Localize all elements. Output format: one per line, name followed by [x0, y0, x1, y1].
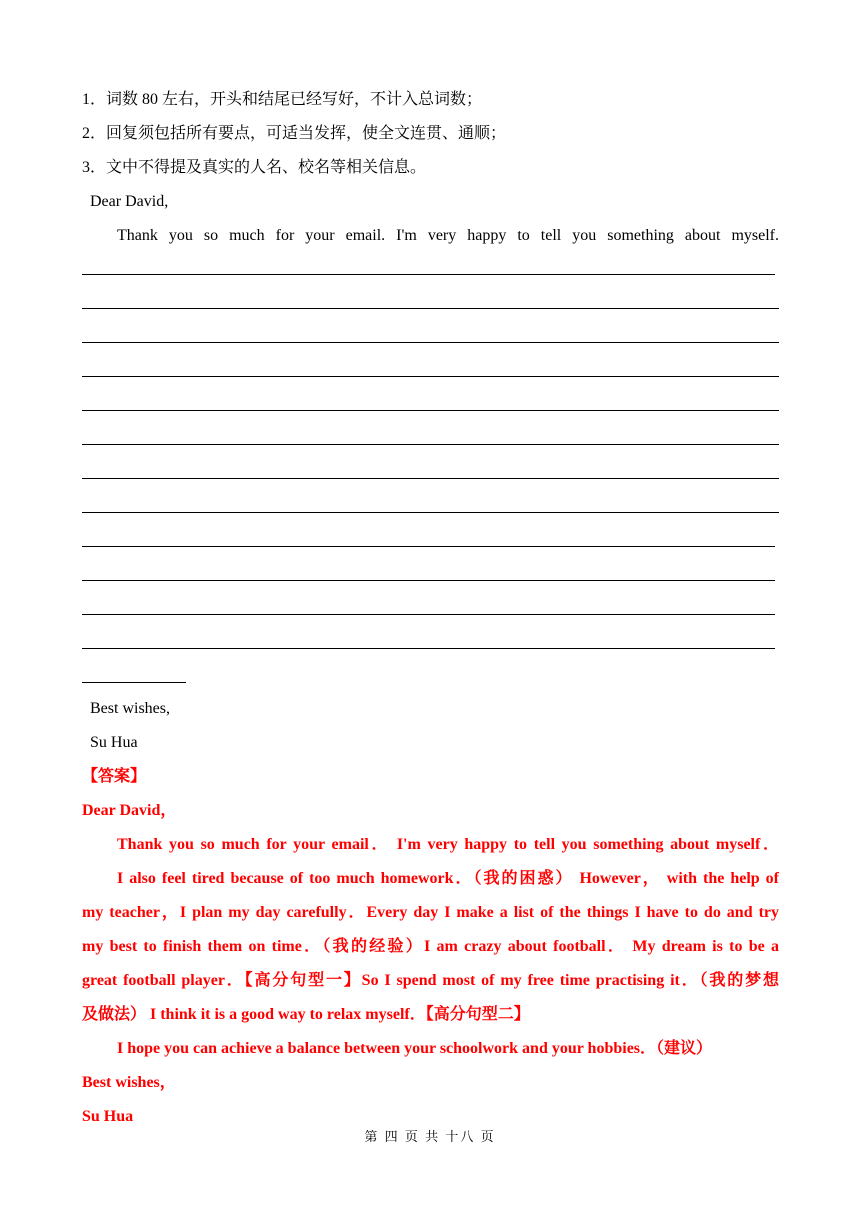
letter-signature: Su Hua	[90, 734, 138, 751]
writing-line	[82, 546, 775, 547]
answer-line: great football player．【高分句型一】So I spend most of my free time practising it．（我的梦想	[82, 972, 779, 989]
page-footer: 第 四 页 共 十八 页	[364, 1129, 496, 1144]
writing-line	[82, 580, 775, 581]
letter-greeting: Dear David,	[90, 193, 169, 210]
answer-line: I hope you can achieve a balance between your schoolwork and your hobbies．（建议）	[117, 1040, 713, 1057]
answer-greeting: Dear David，	[82, 802, 177, 819]
answer-closing: Best wishes，	[82, 1074, 176, 1091]
writing-line	[82, 444, 779, 445]
answer-signature: Su Hua	[82, 1108, 134, 1125]
answer-line: my best to finish them on time．（我的经验）I am crazy about football． My dream is to be a	[82, 938, 779, 955]
answer-line: my teacher，I plan my day carefully．Every day I make a list of the things I have to do and try	[82, 904, 779, 921]
requirement-3: 3．文中不得提及真实的人名、校名等相关信息。	[82, 159, 427, 176]
letter-closing: Best wishes,	[90, 700, 170, 717]
answer-label: 【答案】	[82, 768, 147, 785]
writing-line	[82, 376, 779, 377]
writing-line	[82, 648, 775, 649]
requirement-1: 1．词数 80 左右，开头和结尾已经写好，不计入总词数；	[82, 91, 483, 108]
requirement-2: 2．回复须包括所有要点，可适当发挥，使全文连贯、通顺；	[82, 125, 507, 142]
writing-line	[82, 410, 779, 411]
writing-line	[82, 478, 779, 479]
answer-line: I also feel tired because of too much homework．（我的困惑） However， with the help of	[117, 870, 779, 887]
writing-line	[82, 308, 779, 309]
writing-line	[82, 614, 775, 615]
answer-line: 及做法） I think it is a good way to relax myself．【高分句型二】	[82, 1006, 530, 1023]
answer-line: Thank you so much for your email． I'm very happy to tell you something about myself．	[117, 836, 779, 853]
writing-line	[82, 512, 779, 513]
writing-line	[82, 682, 186, 683]
writing-line	[82, 342, 779, 343]
letter-opening: Thank you so much for your email. I'm very happy to tell you something about myself.	[117, 227, 779, 244]
writing-line	[82, 274, 775, 275]
